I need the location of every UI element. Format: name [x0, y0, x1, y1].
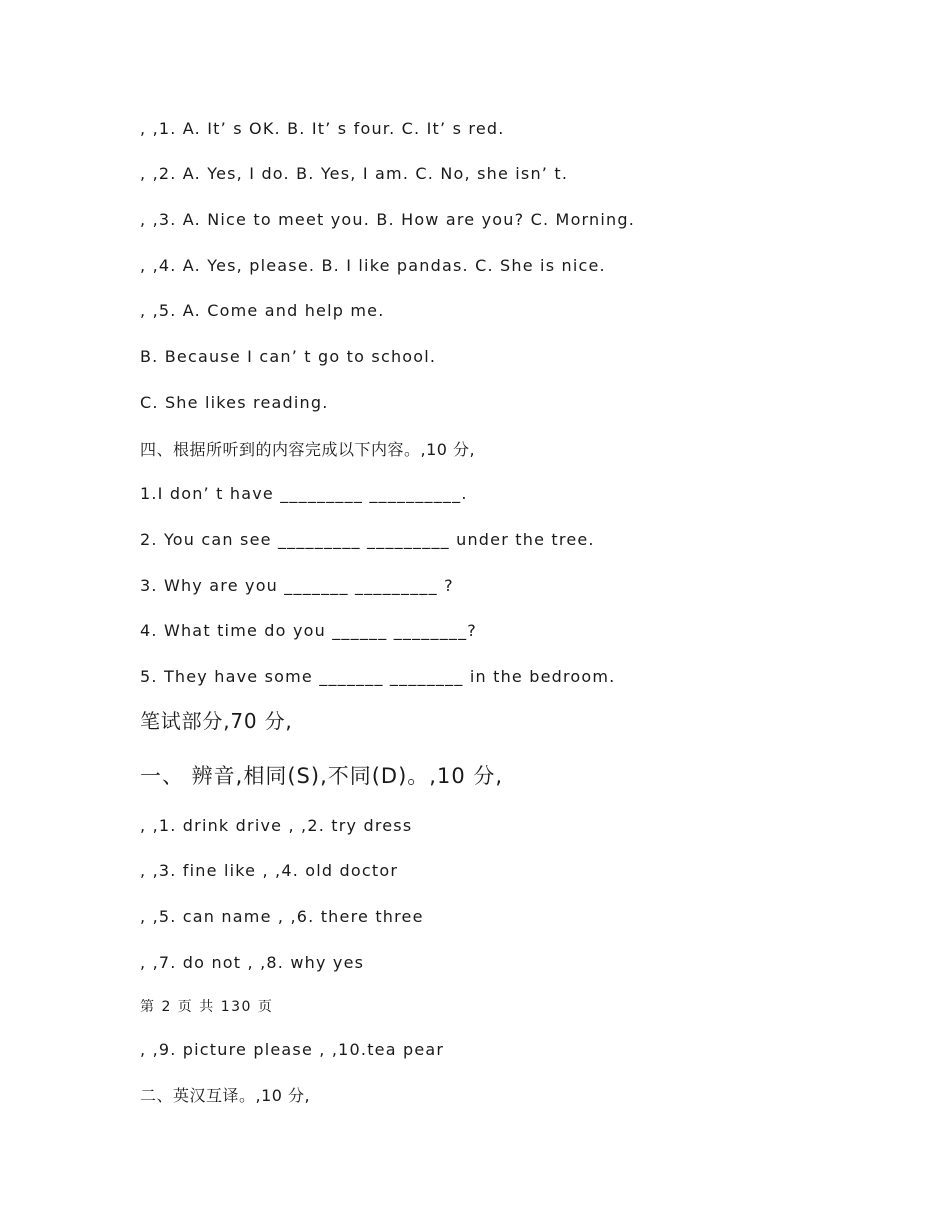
sound-pair-row-2: , ,3. fine like , ,4. old doctor — [140, 861, 399, 880]
listening-answer-5c: C. She likes reading. — [140, 393, 329, 412]
listening-answer-3: , ,3. A. Nice to meet you. B. How are you? C. Morning. — [140, 210, 636, 229]
listening-answer-5b: B. Because I can’ t go to school. — [140, 347, 437, 366]
fill-item-2: 2. You can see _________ _________ under the tree. — [140, 530, 595, 549]
sound-pair-row-1: , ,1. drink drive , ,2. try dress — [140, 816, 413, 835]
fill-item-4: 4. What time do you ______ ________? — [140, 621, 478, 640]
page-footer: 第 2 页 共 130 页 — [140, 999, 274, 1015]
fill-item-1: 1.I don’ t have _________ __________. — [140, 484, 468, 503]
section2-heading: 二、英汉互译。,10 分, — [140, 1086, 311, 1105]
listening-answer-5: , ,5. A. Come and help me. — [140, 301, 385, 320]
listening-answer-2: , ,2. A. Yes, I do. B. Yes, I am. C. No, she isn’ t. — [140, 164, 569, 183]
sound-pair-row-4: , ,7. do not , ,8. why yes — [140, 953, 365, 972]
sound-pair-row-3: , ,5. can name , ,6. there three — [140, 907, 424, 926]
written-part-title: 笔试部分,70 分, — [140, 709, 293, 733]
section1-heading: 一、 辨音,相同(S),不同(D)。,10 分, — [140, 764, 504, 788]
fill-item-5: 5. They have some _______ ________ in the bedroom. — [140, 667, 616, 686]
sound-pair-row-5: , ,9. picture please , ,10.tea pear — [140, 1040, 445, 1059]
fill-item-3: 3. Why are you _______ _________ ? — [140, 576, 454, 595]
section4-heading: 四、根据所听到的内容完成以下内容。,10 分, — [140, 440, 476, 459]
listening-answer-1: , ,1. A. It’ s OK. B. It’ s four. C. It’ s red. — [140, 119, 505, 138]
listening-answer-4: , ,4. A. Yes, please. B. I like pandas. C. She is nice. — [140, 256, 606, 275]
